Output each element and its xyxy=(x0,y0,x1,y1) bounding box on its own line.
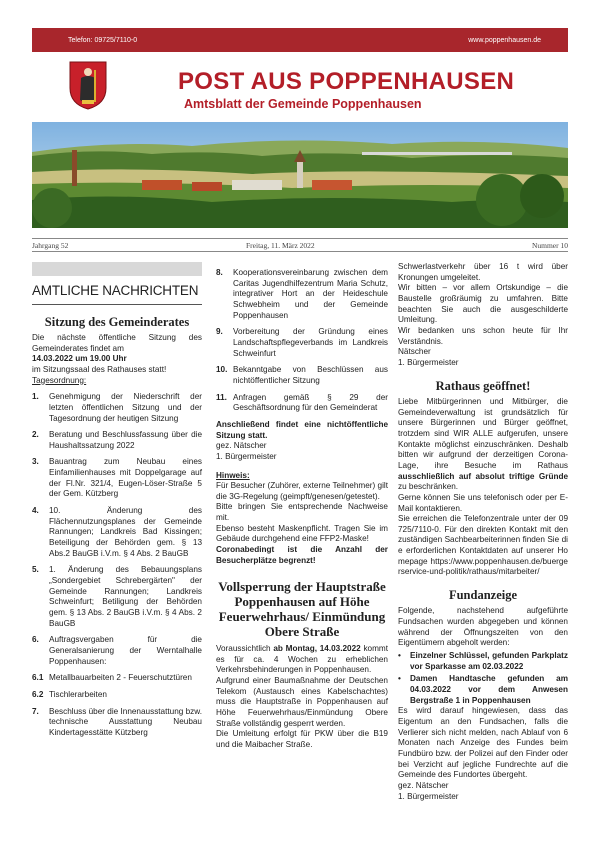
closure-text: Wir bedanken uns schon heute für Ihr Verständnis. xyxy=(398,325,568,346)
signature-title: 1. Bürgermeister xyxy=(216,451,277,461)
phone-number: Telefon: 09725/7110-0 xyxy=(68,37,138,44)
issue-volume: Jahrgang 52 xyxy=(32,241,69,250)
townhall-text: Gerne können Sie uns telefonisch oder per E-Mail kontaktieren. xyxy=(398,492,568,513)
townhall-contact: Sie erreichen die Telefonzentrale unter der 09725/7110-0. Für den direkten Kontakt mit den zuständigen Sachbearbeiterinnen finden Sie die erforderlichen Kontaktdaten auf unserer Homepage https://www.poppenhausen.de/buergerservice-und-politik/rathaus/mitarbeiter/ xyxy=(398,514,568,577)
agenda-item: 5. 1. Änderung des Bebauungsplans „Sondergebiet Schrebergärten" der Gemeinde Rannungen; Landkreis Schweinfurt; Betiligung der Behörden gem. § 13 Abs. 2 BauGB i.V.m. § 4 Abs. 2 BauGB xyxy=(32,565,202,628)
newspaper-subtitle: Amtsblatt der Gemeinde Poppenhausen xyxy=(184,97,422,111)
closed-session-note: Anschließend findet eine nichtöffentliche Sitzung statt. xyxy=(216,419,388,440)
signature-title: 1. Bürgermeister xyxy=(398,357,459,367)
closure-text: Wir bitten – vor allem Ortskundige – die Baustelle großräumig zu umfahren. Bitte beachten Sie auch die ausgeschilderte Umleitung. xyxy=(398,283,568,325)
agenda-item: 7. Beschluss über die Innenausstattung bzw. technische Ausstattung Neubau Kindertagesstätte Kützberg xyxy=(32,706,202,737)
agenda-item: 3. Bauantrag zum Neubau eines Einfamilienhauses mit Doppelgarage auf der Fl.Nr. 321/4, Eugen-Löser-Straße 5 der Gem. Kützberg xyxy=(32,457,202,499)
lost-item: • Damen Handtasche gefunden am 04.03.2022 vor dem Anwesen Bergstraße 1 in Poppenhausen xyxy=(398,674,568,705)
agenda-item: 4. 10. Änderung des Flächennutzungsplanes der Gemeinde Rannungen; Landkreis Bad Kissingen; Beteiligung der Behörden gem. § 13 Abs.2 BauGB i.V.m. § 4 Abs. 2 BauGB xyxy=(32,506,202,558)
header-bar xyxy=(32,28,568,52)
newspaper-title: POST AUS POPPENHAUSEN xyxy=(178,68,515,95)
lost-item: • Einzelner Schlüssel, gefunden Parkplatz vor Sparkasse am 02.03.2022 xyxy=(398,651,568,671)
notice-text: Bitte bringen Sie entsprechende Nachweise mit. xyxy=(216,502,388,523)
signature-name: gez. Nätscher xyxy=(398,780,449,790)
agenda-item: 6.2 Tischlerarbeiten xyxy=(32,689,107,699)
section-bar xyxy=(32,262,202,276)
townhall-text: Liebe Mitbürgerinnen und Mitbürger, die Gemeindeverwaltung ist grundsätzlich für unsere Bürgerinnen und Bürger geöffnet, trotzdem sind WIR ALLE aufgerufen, unsere Kontakte möglichst einzuschränken. Deshalb bitten wir aufgrund der derzeitigen Corona-Lage, ihre Besuche im Rathaus ausschließlich auf absolut triftige Gründe zu beschränken. xyxy=(398,396,568,492)
agenda-item: 2. Beratung und Beschlussfassung über die Haushaltssatzung 2022 xyxy=(32,430,202,450)
issue-number: Nummer 10 xyxy=(531,241,568,250)
closure-text: Schwerlastverkehr über 16 t wird über Kronungen umgeleitet. xyxy=(398,262,568,282)
coat-of-arms-icon xyxy=(68,60,108,110)
issue-info-line xyxy=(32,238,568,252)
intro-text: Die nächste öffentliche Sitzung des Gemeinderates findet am xyxy=(32,332,202,353)
article-heading-council: Sitzung des Gemeinderates xyxy=(44,314,190,329)
closure-text: Die Umleitung erfolgt für PKW über die B19 und die Maibacher Straße. xyxy=(216,729,388,750)
agenda-label: Tagesordnung: xyxy=(32,375,87,385)
village-landscape-photo xyxy=(32,122,568,228)
agenda-item: 6.1 Metallbauarbeiten 2 - Feuerschutztüren xyxy=(32,673,192,683)
website-link[interactable]: www.poppenhausen.de xyxy=(468,37,541,44)
signature-name: Nätscher xyxy=(398,347,431,357)
notice-label: Hinweis: xyxy=(216,470,250,480)
agenda-item: 9. Vorbereitung der Gründung eines Landschaftspflegeverbands im Landkreis Schweinfurt xyxy=(216,327,388,358)
agenda-item: 8. Kooperationsvereinbarung zwischen dem Caritas Jugendhilfezentrum Maria Schutz, integrativer Hort an der Heideschule Schwebheim und der Gemeinde Poppenhausen xyxy=(216,268,388,320)
lost-found-text: Folgende, nachstehend aufgeführte Fundsachen wurden abgegeben und können während der Öffnungszeiten von den Eigentümern abgeholt werden: xyxy=(398,606,568,648)
agenda-item: 10. Bekanntgabe von Beschlüssen aus nichtöffentlicher Sitzung xyxy=(216,365,388,385)
notice-text: Für Besucher (Zuhörer, externe Teilnehmer) gilt die 3G-Regelung (geimpft/genesen/getestet). xyxy=(216,481,388,501)
notice-capacity: Coronabedingt ist die Anzahl der Besucherplätze begrenzt! xyxy=(216,545,388,565)
signature-title: 1. Bürgermeister xyxy=(398,791,459,801)
article-heading-lost-found: Fundanzeige xyxy=(448,588,518,603)
notice-text: Ebenso besteht Maskenpflicht. Tragen Sie im Gebäude durchgehend eine FFP2-Maske! xyxy=(216,523,388,544)
column-3 xyxy=(398,262,568,802)
article-heading-road-closure: Vollsperrung der Hauptstraße Poppenhausen auf Höhe Feuerwehrhaus/ Einmündung Obere Straße xyxy=(218,579,386,640)
column-2 xyxy=(216,262,388,751)
intro-location: im Sitzungssaal des Rathauses statt! xyxy=(32,364,167,374)
agenda-item: 11. Anfragen gemäß § 29 der Geschäftsordnung für den Gemeinderat xyxy=(216,392,388,413)
article-heading-townhall: Rathaus geöffnet! xyxy=(435,378,531,393)
lost-found-text: Es wird darauf hingewiesen, dass das Eigentum an den Fundsachen, falls die Verlierer sich nicht melden, nach Ablauf von 6 Monaten nach Anzeige des Fundes beim Fundbüro bzw. der Polizei auf den Finder oder bei Verzicht auf jegliche Fundrechte auf die Gemeinde des Fundortes übergeht. xyxy=(398,706,568,780)
section-heading: AMTLICHE NACHRICHTEN xyxy=(32,282,202,305)
agenda-item: 1. Genehmigung der Niederschrift der letzten öffentlichen Sitzung und der Tagesordnung der heutigen Sitzung xyxy=(32,392,202,423)
signature-name: gez. Nätscher xyxy=(216,441,267,451)
closure-text: Voraussichtlich ab Montag, 14.03.2022 kommt es für ca. 4 Wochen zu erheblichen Verkehrsbehinderungen in Poppenhausen. xyxy=(216,644,388,675)
closure-text: Aufgrund einer Baumaßnahme der Deutschen Telekom (Austausch eines Kabelschachtes) muss die Hauptstraße in Poppenhausen auf Höhe Feuerwehrhaus/Einmündung Obere Straße vollständig gesperrt werden. xyxy=(216,676,388,728)
agenda-item: 6. Auftragsvergaben für die Generalsanierung der Werntalhalle Poppenhausen: xyxy=(32,635,202,666)
column-1 xyxy=(32,262,202,739)
masthead xyxy=(32,52,568,122)
meeting-date: 14.03.2022 um 19.00 Uhr xyxy=(32,354,127,364)
issue-date: Freitag, 11. März 2022 xyxy=(246,241,315,250)
